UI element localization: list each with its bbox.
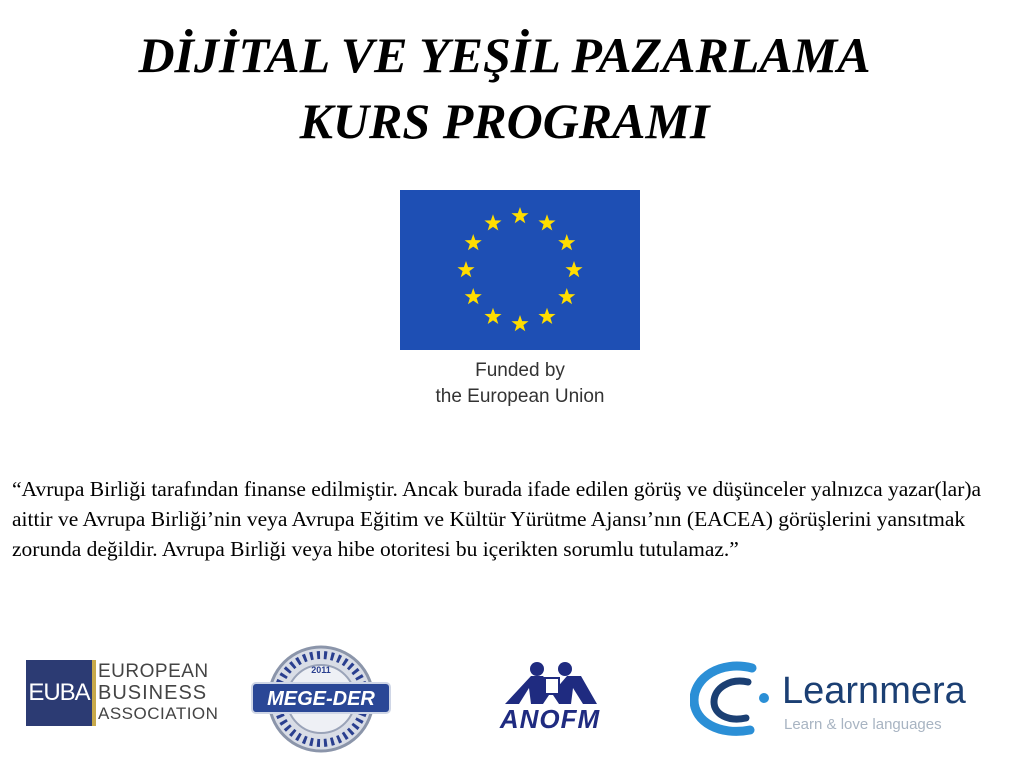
- mege-der-name: MEGE-DER: [267, 688, 375, 710]
- euba-line-3: ASSOCIATION: [98, 704, 219, 723]
- learnmera-name: Learnmera: [782, 670, 966, 712]
- anofm-logo: [485, 660, 615, 734]
- learnmera-swirl-icon: [690, 660, 780, 740]
- funding-disclaimer: “Avrupa Birliği tarafından finanse edilmiştir. Ancak burada ifade edilen görüş ve düşünceler yalnızca yazar(lar)a aittir ve Avrupa Birliği’nin veya Avrupa Eğitim ve Kültür Yürütme Ajansı’nın (EACEA) görüşlerini yansıtmak zorunda değildir. Avrupa Birliği veya hibe otoritesi bu içerikten sorumlu tutulamaz.”: [12, 477, 982, 561]
- learnmera-logo: [690, 660, 980, 740]
- mege-der-logo: [250, 645, 392, 753]
- anofm-name: ANOFM: [499, 704, 601, 734]
- learnmera-tagline: Learn & love languages: [784, 716, 942, 733]
- eu-funding-logo: [398, 188, 642, 418]
- eu-caption-line-1: Funded by: [475, 360, 565, 381]
- euba-divider: [92, 660, 96, 726]
- eu-flag-icon: [400, 190, 640, 350]
- anofm-figures-icon: [485, 660, 615, 706]
- page-title: [0, 22, 1009, 154]
- mege-der-badge-icon: [250, 645, 392, 753]
- euba-logo: [26, 660, 219, 726]
- eu-caption-line-2: the European Union: [435, 386, 605, 407]
- title-line-2: KURS PROGRAMI: [299, 93, 710, 149]
- euba-line-2: BUSINESS: [98, 682, 208, 704]
- euba-line-1: EUROPEAN: [98, 661, 209, 682]
- title-line-1: DİJİTAL VE YEŞİL PAZARLAMA: [138, 27, 871, 83]
- eu-caption: [398, 358, 642, 410]
- mege-der-year: 2011: [311, 665, 331, 675]
- euba-mark: EUBA: [26, 660, 92, 726]
